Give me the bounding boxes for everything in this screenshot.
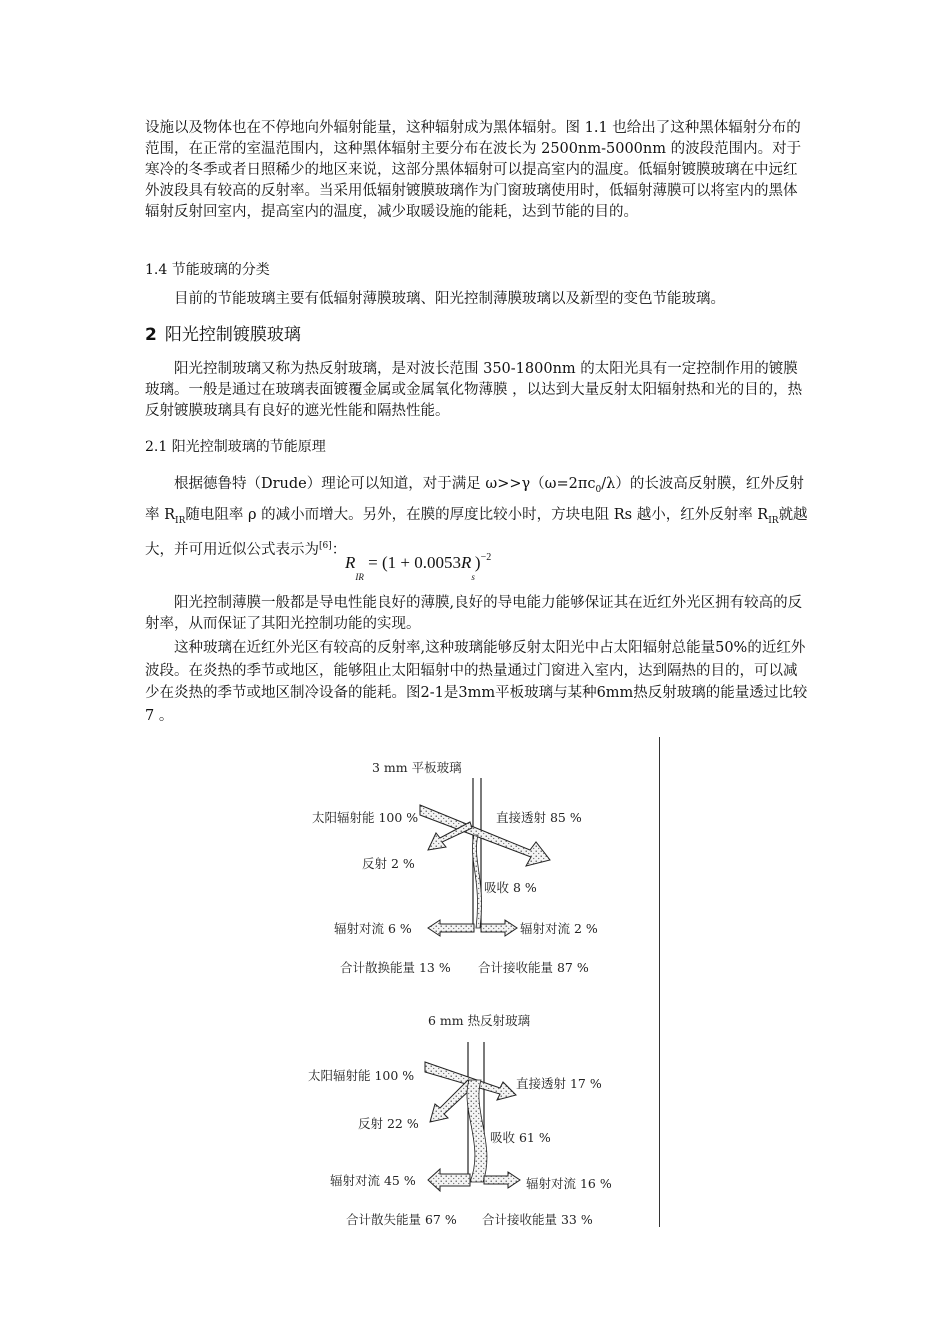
top-direct-label: 直接透射 85 % — [496, 810, 582, 825]
diagram-6mm-reflective-glass — [308, 1013, 612, 1227]
diagram-bottom-title: 6 mm 热反射玻璃 — [428, 1013, 531, 1028]
drude-text-2: /λ）的长波高反射膜，红外反射率 R — [145, 476, 804, 523]
section-heading-2-1: 2.1 阳光控制玻璃的节能原理 — [145, 439, 326, 455]
diagram-top-title: 3 mm 平板玻璃 — [372, 760, 462, 775]
formula-rs: R — [460, 553, 472, 572]
convection-left-arrow — [428, 920, 474, 936]
citation-6: [6] — [319, 541, 332, 551]
drude-text-5: ： — [331, 541, 347, 558]
convection-right-arrow-2 — [484, 1172, 520, 1188]
paragraph-solar-control-glass: 阳光控制玻璃又称为热反射玻璃，是对波长范围 350-1800nm 的太阳光具有一定控制作用的镀膜玻璃。一般是通过在玻璃表面镀覆金属或金属氧化物薄膜 ，以达到大量反射太阳辐射热和光的目的，热反射镀膜玻璃具有良好的遮光性能和隔热性能。 — [145, 361, 803, 419]
drude-text-4: 就越大，并可用近似公式表示为 — [145, 507, 808, 558]
paragraph-conductive-film: 阳光控制薄膜一般都是导电性能良好的薄膜,良好的导电能力能够保证其在近红外光区拥有较高的反射率，从而保证了其阳光控制功能的实现。 — [145, 595, 803, 632]
bottom-conv-right-label: 辐射对流 16 % — [526, 1176, 612, 1191]
formula-r-sub: IR — [355, 572, 364, 582]
top-total-left-label: 合计散换能量 13 % — [340, 960, 451, 975]
drude-text-1: 根据德鲁特（Drude）理论可以知道，对于满足 ω>>γ（ω=2πc — [174, 476, 596, 492]
chapter-heading-2 — [145, 320, 301, 345]
bottom-solar-label: 太阳辐射能 100 % — [308, 1068, 415, 1083]
bottom-direct-label: 直接透射 17 % — [516, 1076, 602, 1091]
convection-right-arrow — [481, 920, 517, 936]
bottom-total-right-label: 合计接收能量 33 % — [482, 1212, 593, 1227]
top-conv-left-label: 辐射对流 6 % — [334, 921, 412, 936]
bottom-conv-left-label: 辐射对流 45 % — [330, 1173, 416, 1188]
chapter-title: 阳光控制镀膜玻璃 — [164, 325, 301, 345]
top-conv-right-label: 辐射对流 2 % — [520, 921, 598, 936]
paragraph-drude-theory — [145, 472, 810, 563]
convection-left-arrow-2 — [428, 1169, 470, 1191]
formula-r: R — [345, 553, 356, 572]
bottom-absorb-label: 吸收 61 % — [490, 1130, 551, 1145]
top-reflect-label: 反射 2 % — [362, 856, 415, 871]
figure-divider-line — [659, 737, 660, 1227]
paragraph-near-infrared: 这种玻璃在近红外光区有较高的反射率,这种玻璃能够反射太阳光中占太阳辐射总能量50%的近红外波段。在炎热的季节或地区，能够阻止太阳辐射中的热量通过门窗进入室内，达到隔热的目的，可以减少在炎热的季节或地区制冷设备的能耗。图2-1是3mm平板玻璃与某种6mm热反射玻璃的能量透过比较 7 。 — [145, 640, 808, 724]
energy-transmission-figure — [300, 750, 650, 1230]
formula-close: ) — [474, 553, 481, 572]
section-heading-1-4: 1.4 节能玻璃的分类 — [145, 262, 270, 278]
reflectance-formula — [345, 552, 492, 582]
formula-rs-sub: s — [471, 572, 475, 582]
drude-sub-ir-1: IR — [175, 516, 186, 526]
diagram-3mm-glass — [312, 760, 598, 975]
paragraph-classification: 目前的节能玻璃主要有低辐射薄膜玻璃、阳光控制薄膜玻璃以及新型的变色节能玻璃。 — [174, 291, 725, 307]
top-total-right-label: 合计接收能量 87 % — [478, 960, 589, 975]
formula-exponent: −2 — [480, 552, 492, 563]
drude-sub-ir-2: IR — [768, 516, 779, 526]
formula-middle: = (1 + 0.0053 — [363, 553, 461, 572]
paragraph-blackbody: 设施以及物体也在不停地向外辐射能量，这种辐射成为黑体辐射。图 1.1 也给出了这种黑体辐射分布的范围，在正常的室温范围内，这种黑体辐射主要分布在波长为 2500nm-5000nm 的波段范围内。对于寒冷的冬季或者日照稀少的地区来说，这部分黑体辐射可以提高室内的温度。低辐射镀膜玻璃在中远红外波段具有较高的反射率。当采用低辐射镀膜玻璃作为门窗玻璃使用时，低辐射薄膜可以将室内的黑体辐射反射回室内，提高室内的温度，减少取暖设施的能耗，达到节能的目的。 — [145, 120, 802, 220]
bottom-reflect-label: 反射 22 % — [358, 1116, 419, 1131]
absorption-band — [472, 835, 481, 928]
top-absorb-label: 吸收 8 % — [484, 880, 537, 895]
chapter-number: 2 — [145, 325, 157, 345]
bottom-total-left-label: 合计散失能量 67 % — [346, 1212, 457, 1227]
reflection-arrow-2 — [430, 1080, 472, 1122]
top-solar-label: 太阳辐射能 100 % — [312, 810, 419, 825]
drude-text-3: 随电阻率 ρ 的减小而增大。另外，在膜的厚度比较小时，方块电阻 Rs 越小，红外反射率 R — [185, 507, 769, 523]
drude-sub-0: 0 — [595, 485, 602, 495]
